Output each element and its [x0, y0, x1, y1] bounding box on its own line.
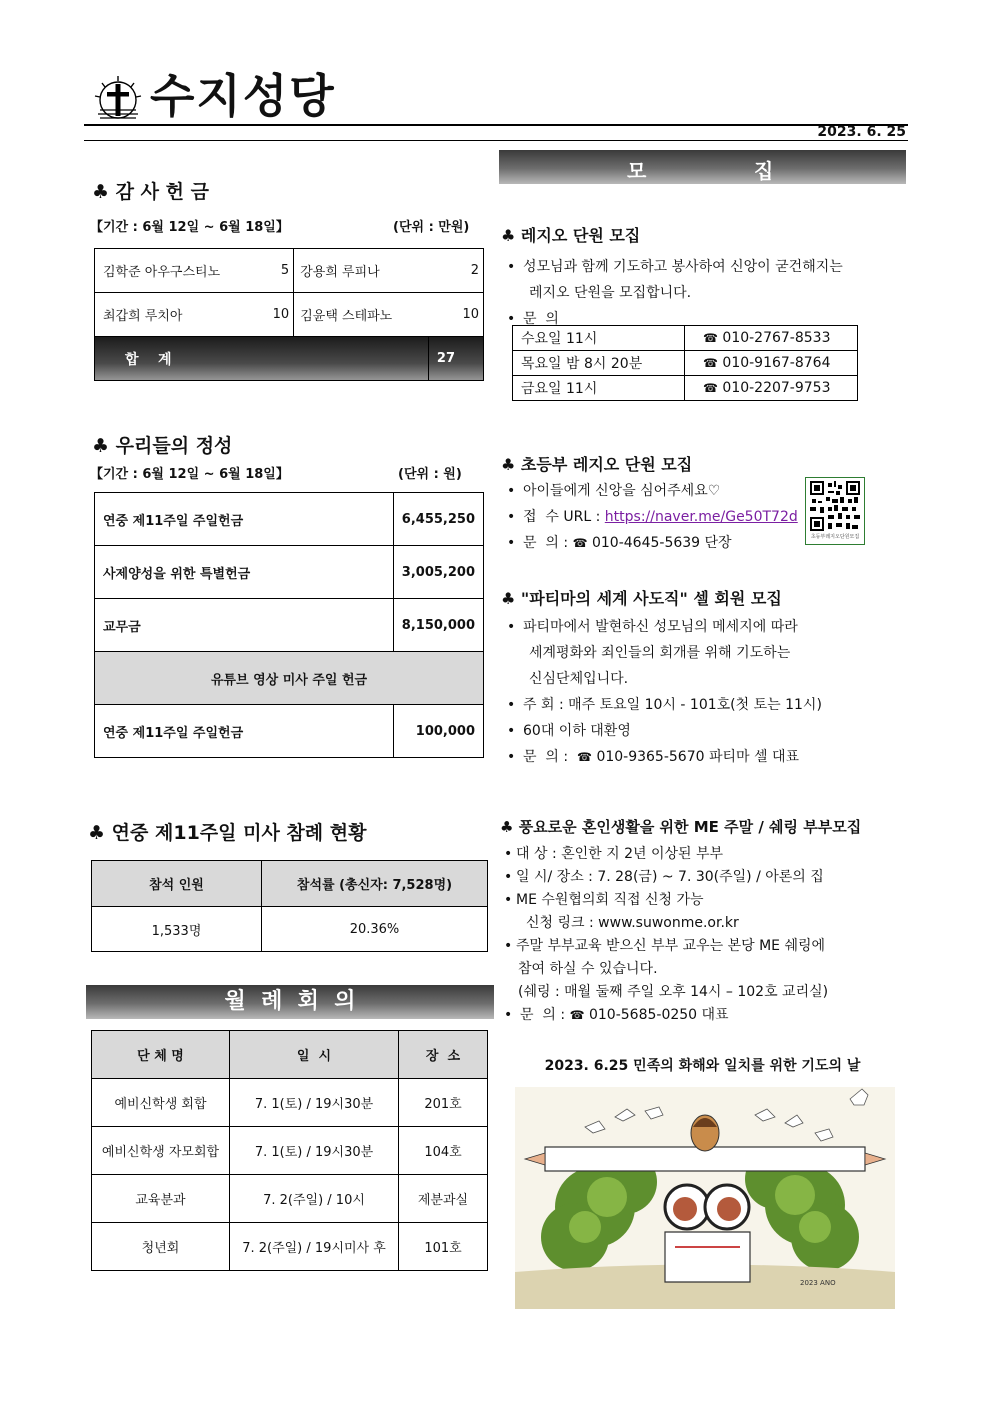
attendance-header: 참석 인원 — [92, 861, 262, 907]
attendance-table — [91, 860, 488, 952]
phone-icon: ☎ — [703, 356, 718, 370]
attendance-rate: 20.36% — [262, 907, 488, 952]
meeting-place: 101호 — [399, 1223, 488, 1271]
thanks-period: 【기간 : 6월 12일 ~ 6월 18일】 — [90, 220, 289, 235]
illustration-signature: 2023 ANO — [800, 1279, 836, 1287]
club-icon: ♣ — [88, 822, 106, 844]
meeting-time: 7. 2(주일) / 19시미사 후 — [230, 1223, 399, 1271]
legio-phone: ☎ 010-2207-9753 — [685, 376, 858, 401]
offering-value: 8,150,000 — [393, 599, 483, 652]
meeting-place: 201호 — [399, 1079, 488, 1127]
me-list — [498, 843, 908, 1027]
table-row — [513, 351, 858, 376]
list-item: • 파티마에서 발현하신 성모님의 메세지에 따라 — [501, 614, 901, 640]
meeting-group: 예비신학생 회합 — [92, 1079, 230, 1127]
list-item: • 문 의 — [501, 306, 901, 332]
offering-value: 100,000 — [393, 705, 483, 758]
prayer-day-caption: 2023. 6.25 민족의 화해와 일치를 위한 기도의 날 — [544, 1058, 861, 1074]
legio-day: 목요일 밤 8시 20분 — [513, 351, 685, 376]
meeting-time: 7. 1(토) / 19시30분 — [230, 1079, 399, 1127]
thanks-total-label: 합 계 — [95, 337, 429, 381]
table-row — [92, 1223, 488, 1271]
meeting-header: 단 체 명 — [92, 1031, 230, 1079]
meeting-group: 청년회 — [92, 1223, 230, 1271]
fatima-list — [501, 614, 901, 770]
phone-icon: ☎ — [703, 331, 718, 345]
list-item: • 일 시/ 장소 : 7. 28(금) ~ 7. 30(주일) / 아론의 집 — [498, 866, 908, 889]
list-item: 세계평화와 죄인들의 회개를 위해 기도하는 — [529, 645, 791, 661]
attendance-count: 1,533명 — [92, 907, 262, 952]
thanks-name: 최갑희 루치아 — [95, 293, 262, 337]
offering-label: 사제양성을 위한 특별헌금 — [95, 546, 394, 599]
meeting-place: 104호 — [399, 1127, 488, 1175]
parish-title: 수지성당 — [150, 69, 336, 123]
meeting-header: 장 소 — [399, 1031, 488, 1079]
club-icon: ♣ — [92, 435, 110, 457]
list-item: 레지오 단원을 모집합니다. — [529, 285, 692, 301]
thanks-amount: 10 — [428, 293, 483, 337]
thanks-name: 김학준 아우구스티노 — [95, 249, 262, 293]
offering-label: 연중 제11주일 주일헌금 — [95, 493, 394, 546]
list-item: • 대 상 : 혼인한 지 2년 이상된 부부 — [498, 843, 908, 866]
qr-caption: 초등부레지오단원모집 — [810, 534, 860, 540]
church-logo-icon — [92, 72, 144, 124]
offering-value: 6,455,250 — [393, 493, 483, 546]
offering-section-title: ♣ 우리들의 정성 — [92, 435, 233, 457]
table-row — [92, 907, 488, 952]
list-item: • 60대 이하 대환영 — [501, 718, 901, 744]
list-item: • 아이들에게 신앙을 심어주세요♡ — [501, 478, 811, 504]
table-row — [95, 493, 484, 546]
club-icon: ♣ — [501, 226, 516, 245]
header-rule — [84, 124, 908, 126]
legio-day: 금요일 11시 — [513, 376, 685, 401]
thanks-unit: (단위 : 만원) — [393, 220, 470, 235]
list-item: 신심단체입니다. — [529, 671, 629, 687]
club-icon: ♣ — [92, 181, 110, 203]
youtube-header: 유튜브 영상 미사 주일 헌금 — [95, 652, 484, 705]
recruit-banner-left: 모 — [627, 159, 647, 183]
legio-day: 수요일 11시 — [513, 326, 685, 351]
meeting-group: 교육분과 — [92, 1175, 230, 1223]
qr-code-box[interactable] — [805, 477, 865, 545]
thanks-amount: 5 — [261, 249, 294, 293]
offering-unit: (단위 : 원) — [398, 467, 462, 482]
table-row — [95, 599, 484, 652]
recruit-banner — [499, 150, 906, 184]
attendance-header: 참석률 (총신자: 7,528명) — [262, 861, 488, 907]
list-item: • 문 의 : ☎ 010-5685-0250 대표 — [498, 1004, 908, 1027]
reconciliation-illustration — [515, 1087, 895, 1309]
thanks-amount: 2 — [428, 249, 483, 293]
meeting-time: 7. 1(토) / 19시30분 — [230, 1127, 399, 1175]
thanks-name: 강용희 루피나 — [294, 249, 429, 293]
offering-value: 3,005,200 — [393, 546, 483, 599]
legio-list — [501, 254, 901, 332]
phone-icon: ☎ — [577, 750, 592, 764]
kids-legio-url-link[interactable]: https://naver.me/Ge50T72d — [604, 509, 798, 525]
offering-label: 교무금 — [95, 599, 394, 652]
table-row — [95, 705, 484, 758]
list-item: • 주말 부부교육 받으신 부부 교우는 본당 ME 쉐링에 — [498, 935, 908, 958]
meeting-place: 제분과실 — [399, 1175, 488, 1223]
youtube-header-row — [95, 652, 484, 705]
meeting-banner: 월 례 회 의 — [86, 985, 494, 1019]
meeting-table — [91, 1030, 488, 1271]
table-row — [95, 249, 484, 293]
me-title: ♣ 풍요로운 혼인생활을 위한 ME 주말 / 쉐링 부부모집 — [500, 818, 862, 836]
thanks-section-title: ♣ 감 사 헌 금 — [92, 181, 209, 203]
legio-schedule-table — [512, 325, 858, 401]
thanks-name: 김윤택 스테파노 — [294, 293, 429, 337]
table-row — [92, 1175, 488, 1223]
meeting-time: 7. 2(주일) / 10시 — [230, 1175, 399, 1223]
list-item: • ME 수원협의회 직접 신청 가능 — [498, 889, 908, 912]
meeting-header: 일 시 — [230, 1031, 399, 1079]
thanks-total-row — [95, 337, 484, 381]
phone-icon: ☎ — [572, 536, 588, 550]
list-item: • 성모님과 함께 기도하고 봉사하여 신앙이 굳건해지는 — [501, 254, 901, 280]
list-item: • 문 의 : ☎ 010-9365-5670 파티마 셀 대표 — [501, 744, 901, 770]
fatima-title: ♣ "파티마의 세계 사도직" 셀 회원 모집 — [501, 589, 782, 608]
table-row — [513, 376, 858, 401]
offering-table — [94, 492, 484, 758]
list-item: (쉐링 : 매월 둘째 주일 오후 14시 – 102호 교리실) — [518, 984, 829, 1000]
club-icon: ♣ — [501, 589, 516, 608]
table-row — [92, 1079, 488, 1127]
list-item: 신청 링크 : www.suwonme.or.kr — [526, 915, 739, 931]
attendance-section-title: ♣ 연중 제11주일 미사 참례 현황 — [88, 822, 367, 844]
legio-title: ♣ 레지오 단원 모집 — [501, 226, 641, 245]
thanks-amount: 10 — [261, 293, 294, 337]
table-row — [92, 861, 488, 907]
legio-phone: ☎ 010-9167-8764 — [685, 351, 858, 376]
list-item: • 주 회 : 매주 토요일 10시 - 101호(첫 토는 11시) — [501, 692, 901, 718]
list-item: • 문 의 : ☎ 010-4645-5639 단장 — [501, 530, 811, 556]
table-row — [92, 1031, 488, 1079]
table-row — [513, 326, 858, 351]
offering-label: 연중 제11주일 주일헌금 — [95, 705, 394, 758]
kids-legio-title: ♣ 초등부 레지오 단원 모집 — [501, 455, 693, 474]
legio-phone: ☎ 010-2767-8533 — [685, 326, 858, 351]
table-row — [95, 293, 484, 337]
kids-legio-list — [501, 478, 811, 556]
table-row — [95, 546, 484, 599]
qr-code-icon — [810, 481, 860, 531]
offering-period: 【기간 : 6월 12일 ~ 6월 18일】 — [90, 467, 289, 482]
phone-icon: ☎ — [569, 1008, 585, 1022]
phone-icon: ☎ — [703, 381, 718, 395]
list-item: • 접 수 URL : https://naver.me/Ge50T72d — [501, 504, 811, 530]
club-icon: ♣ — [501, 455, 516, 474]
thanks-total-value: 27 — [428, 337, 483, 381]
table-row — [92, 1127, 488, 1175]
thanks-table — [94, 248, 484, 381]
bulletin-date: 2023. 6. 25 — [817, 124, 906, 140]
meeting-group: 예비신학생 자모회합 — [92, 1127, 230, 1175]
header-rule-bottom — [84, 140, 908, 141]
recruit-banner-right: 집 — [754, 159, 774, 183]
list-item: 참여 하실 수 있습니다. — [518, 961, 658, 977]
club-icon: ♣ — [500, 818, 514, 836]
